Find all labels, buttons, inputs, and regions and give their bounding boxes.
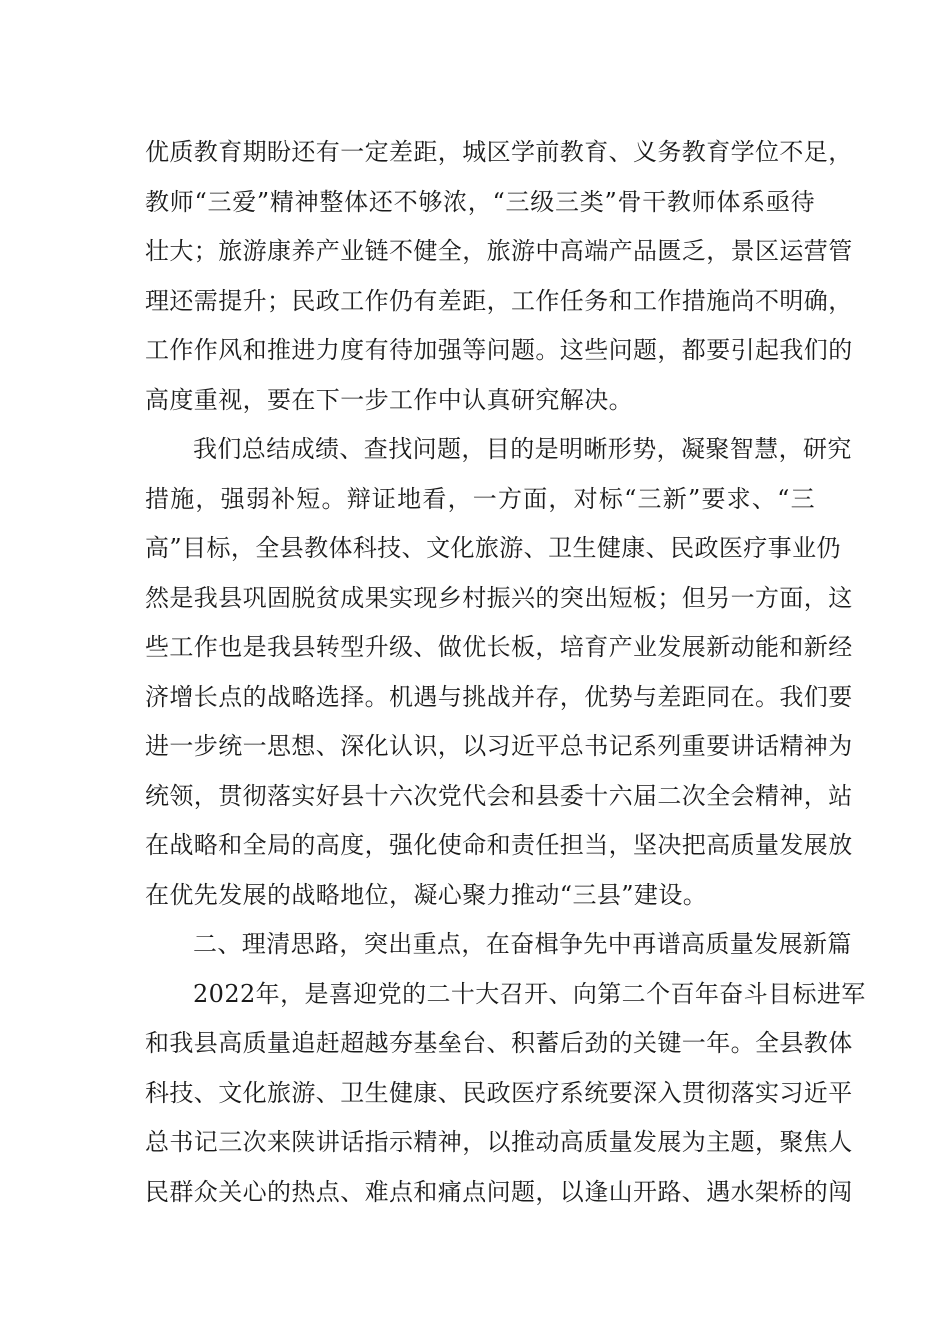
text-line: 壮大；旅游康养产业链不健全，旅游中高端产品匮乏，景区运营管 xyxy=(145,237,853,265)
text-line: 然是我县巩固脱贫成果实现乡村振兴的突出短板；但另一方面，这 xyxy=(145,583,853,612)
text-line: 教师“三爱”精神整体还不够浓，“三级三类”骨干教师体系亟待 xyxy=(145,187,815,216)
text-line: 优质教育期盼还有一定差距，城区学前教育、义务教育学位不足， xyxy=(145,138,853,166)
section-heading: 二、理清思路，突出重点，在奋楫争先中再谱高质量发展新篇 xyxy=(193,930,852,958)
document-body xyxy=(145,128,866,1217)
text-line: 措施，强弱补短。辩证地看，一方面，对标“三新”要求、“三 xyxy=(145,484,815,513)
text-line: 科技、文化旅游、卫生健康、民政医疗系统要深入贯彻落实习近平 xyxy=(145,1078,853,1107)
text-line: 济增长点的战略选择。机遇与挑战并存，优势与差距同在。我们要 xyxy=(145,682,853,711)
text-line: 和我县高质量追赶超越夯基垒台、积蓄后劲的关键一年。全县教体 xyxy=(145,1029,853,1057)
text-line: 工作作风和推进力度有待加强等问题。这些问题，都要引起我们的 xyxy=(145,336,853,364)
text-line: 高”目标，全县教体科技、文化旅游、卫生健康、民政医疗事业仍 xyxy=(145,534,841,562)
text-line: 统领，贯彻落实好县十六次党代会和县委十六届二次全会精神，站 xyxy=(145,781,853,810)
text-line: 些工作也是我县转型升级、做优长板，培育产业发展新动能和新经 xyxy=(145,633,853,661)
text-line: 在战略和全局的高度，强化使命和责任担当，坚决把高质量发展放 xyxy=(145,831,853,859)
text-line: 高度重视，要在下一步工作中认真研究解决。 xyxy=(145,385,633,414)
text-line: 进一步统一思想、深化认识，以习近平总书记系列重要讲话精神为 xyxy=(145,732,853,760)
text-line: 理还需提升；民政工作仍有差距，工作任务和工作措施尚不明确， xyxy=(145,286,853,315)
text-line: 在优先发展的战略地位，凝心聚力推动“三县”建设。 xyxy=(145,880,708,909)
text-line: 民群众关心的热点、难点和痛点问题，以逢山开路、遇水架桥的闯 xyxy=(145,1177,853,1206)
text-line: 我们总结成绩、查找问题，目的是明晰形势，凝聚智慧，研究 xyxy=(193,435,852,463)
text-line: 总书记三次来陕讲话指示精神，以推动高质量发展为主题，聚焦人 xyxy=(145,1128,853,1156)
text-line: 2022年，是喜迎党的二十大召开、向第二个百年奋斗目标进军 xyxy=(193,979,866,1008)
